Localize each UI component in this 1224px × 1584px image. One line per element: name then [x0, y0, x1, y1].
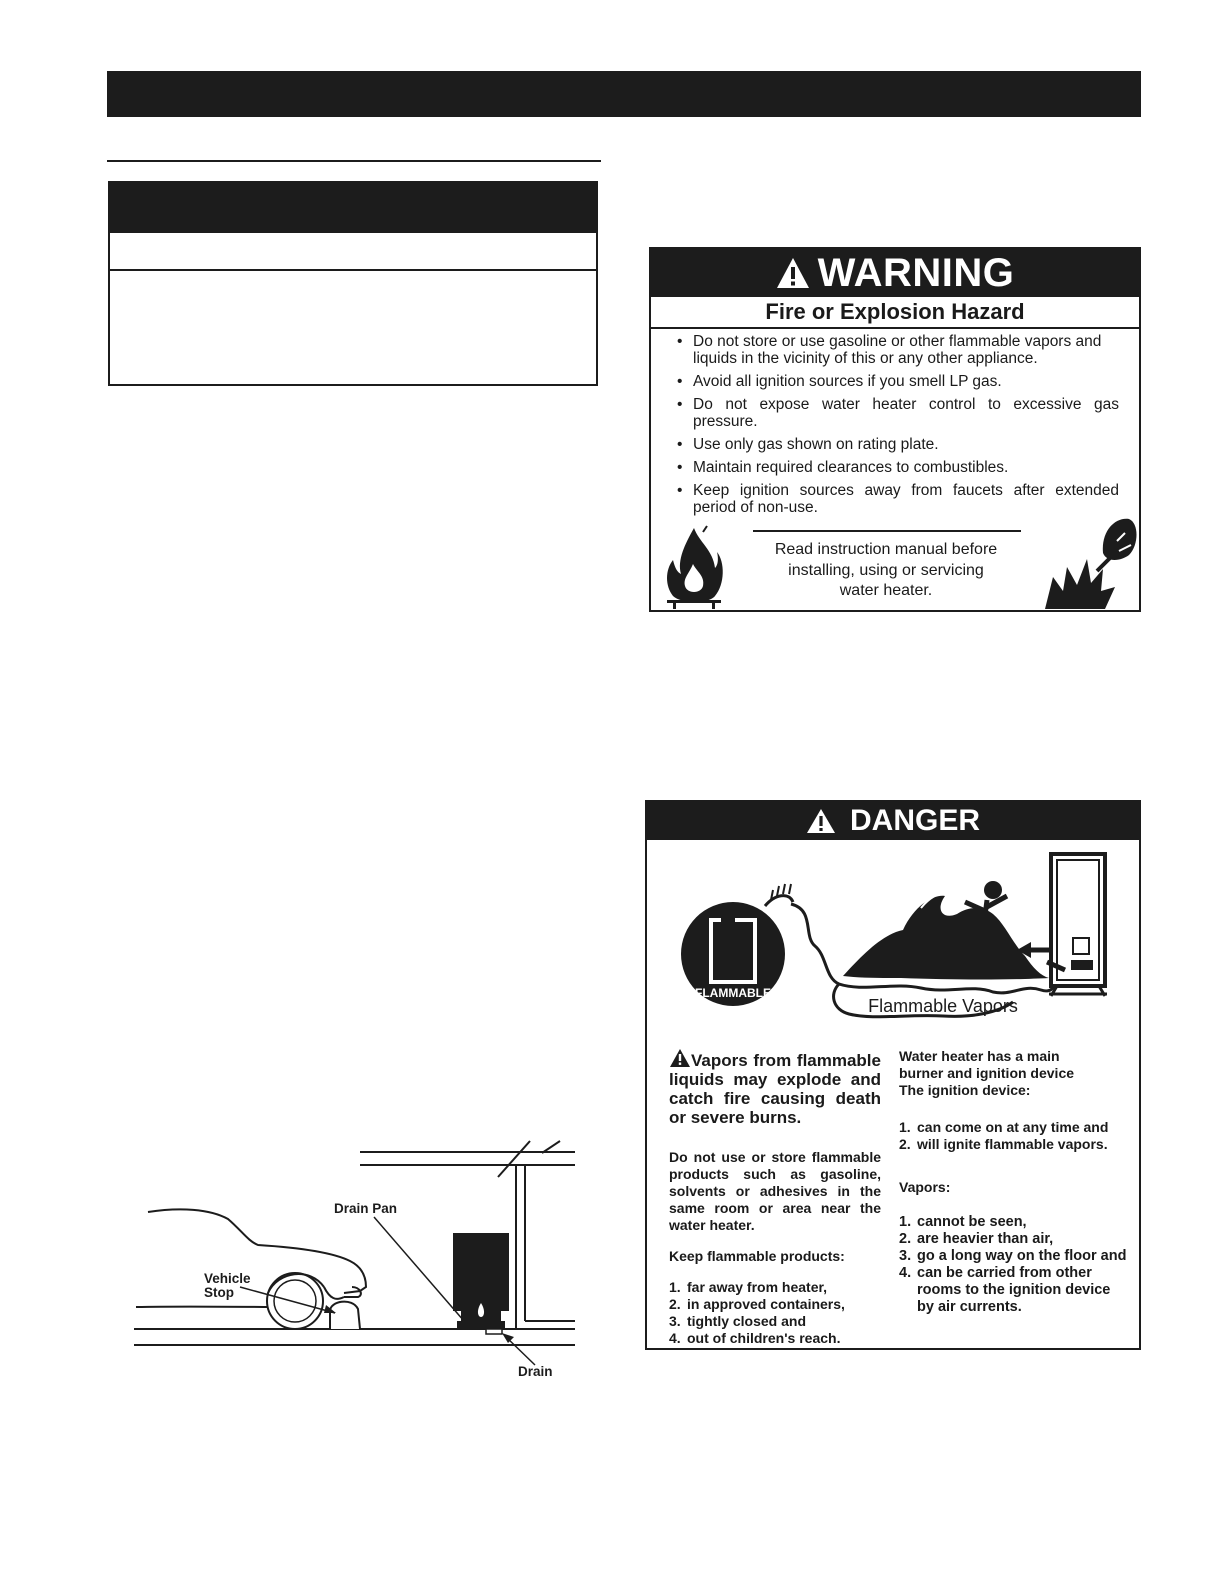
danger-illustration	[653, 844, 1135, 1030]
list-item	[899, 1119, 1131, 1136]
list-item	[899, 1231, 1131, 1248]
danger-headline-text: Vapors from flammable liquids may explode and catch fire causing death or severe burns.	[669, 1051, 881, 1127]
list-item	[669, 1313, 881, 1330]
section-header-bar	[107, 71, 1141, 117]
danger-banner	[647, 802, 1139, 840]
warning-footer-rule	[753, 530, 1021, 532]
list-text: out of children's reach.	[687, 1330, 841, 1346]
list-number: 2.	[899, 1136, 911, 1152]
list-text: go a long way on the floor and	[917, 1248, 1127, 1264]
warning-triangle-icon	[776, 257, 810, 289]
danger-triangle-icon	[806, 808, 836, 834]
list-item	[669, 1330, 881, 1347]
garage-water-heater-icon	[453, 1233, 509, 1311]
keep-heading: Keep flammable products:	[669, 1248, 845, 1264]
list-text: in approved containers,	[687, 1296, 845, 1312]
explosion-icon	[1041, 511, 1137, 611]
warning-label	[649, 247, 1141, 612]
garage-diagram	[130, 1135, 590, 1385]
warning-item: • Keep ignition sources away from faucets after extended period of non-use.	[673, 482, 1119, 516]
left-column-rule	[107, 160, 601, 162]
list-item	[899, 1265, 1131, 1316]
heater-description	[899, 1048, 1131, 1099]
warning-item: • Maintain required clearances to combustibles.	[673, 459, 1119, 476]
warning-title: WARNING	[817, 251, 1015, 295]
danger-label	[645, 800, 1141, 1350]
list-number: 3.	[899, 1248, 912, 1264]
warning-footer-text	[761, 540, 1011, 602]
drain-pan-label: Drain Pan	[334, 1201, 398, 1216]
drain-label: Drain	[518, 1364, 553, 1379]
list-text: far away from heater,	[687, 1279, 828, 1295]
heater-line: burner and ignition device	[899, 1065, 1075, 1081]
vehicle-stop-label-line2: Stop	[204, 1285, 234, 1300]
warning-footer-line: Read instruction manual before	[774, 541, 998, 558]
list-item	[899, 1214, 1131, 1231]
vapors-list	[899, 1214, 1131, 1316]
warning-item: • Avoid all ignition sources if you smell LP gas.	[673, 373, 1119, 390]
ignition-list	[899, 1119, 1131, 1153]
list-text: can be carried from other rooms to the ignition device by air currents.	[917, 1265, 1111, 1315]
warning-item: • Do not expose water heater control to excessive gas pressure.	[673, 396, 1119, 430]
heater-line: Water heater has a main	[899, 1048, 1060, 1064]
flammable-can-label: FLAMMABLE	[695, 986, 771, 1000]
list-item	[669, 1279, 881, 1296]
list-text: tightly closed and	[687, 1313, 807, 1329]
list-number: 1.	[669, 1279, 681, 1295]
warning-item: • Do not store or use gasoline or other flammable vapors and liquids in the vicinity of this or any other appliance.	[673, 333, 1119, 367]
fire-icon	[663, 524, 725, 610]
danger-left-column	[669, 1048, 881, 1361]
warning-list	[673, 333, 1119, 522]
list-number: 3.	[669, 1313, 681, 1329]
list-item	[669, 1296, 881, 1313]
warning-footer-line: water heater.	[839, 582, 933, 599]
vehicle-stop-icon	[330, 1302, 360, 1329]
list-item	[899, 1248, 1131, 1265]
warning-item: • Use only gas shown on rating plate.	[673, 436, 1119, 453]
danger-do-not-text: Do not use or store flammable products such as gasoline, solvents or adhesives in the same room or area near the water heater.	[669, 1149, 881, 1233]
danger-title: DANGER	[849, 804, 980, 837]
danger-headline	[669, 1048, 881, 1127]
list-number: 1.	[899, 1119, 911, 1135]
list-item	[899, 1136, 1131, 1153]
list-number: 2.	[669, 1296, 681, 1312]
list-number: 4.	[899, 1265, 912, 1281]
vehicle-icon	[148, 1209, 366, 1293]
list-text: can come on at any time and	[917, 1119, 1109, 1135]
list-number: 1.	[899, 1214, 912, 1230]
keep-list	[669, 1279, 881, 1347]
list-number: 4.	[669, 1330, 681, 1346]
heater-line: The ignition device:	[899, 1082, 1031, 1098]
drain-icon	[486, 1329, 502, 1334]
list-number: 2.	[899, 1231, 912, 1247]
left-notice-box-header	[110, 183, 596, 233]
drain-pan-icon	[457, 1321, 505, 1329]
vapors-heading: Vapors:	[899, 1179, 951, 1195]
left-notice-box	[108, 181, 598, 386]
warning-banner	[651, 249, 1139, 297]
alert-triangle-icon	[669, 1048, 691, 1068]
list-text: are heavier than air,	[917, 1231, 1054, 1247]
vehicle-stop-label-line1: Vehicle	[204, 1271, 251, 1286]
flammable-vapors-label: Flammable Vapors	[868, 996, 1018, 1016]
list-text: will ignite flammable vapors.	[917, 1136, 1108, 1152]
warning-footer-line: installing, using or servicing	[788, 561, 984, 579]
warning-subtitle: Fire or Explosion Hazard	[651, 297, 1139, 329]
danger-right-column	[899, 1048, 1131, 1330]
left-notice-box-divider	[110, 269, 596, 271]
list-text: cannot be seen,	[917, 1214, 1027, 1230]
